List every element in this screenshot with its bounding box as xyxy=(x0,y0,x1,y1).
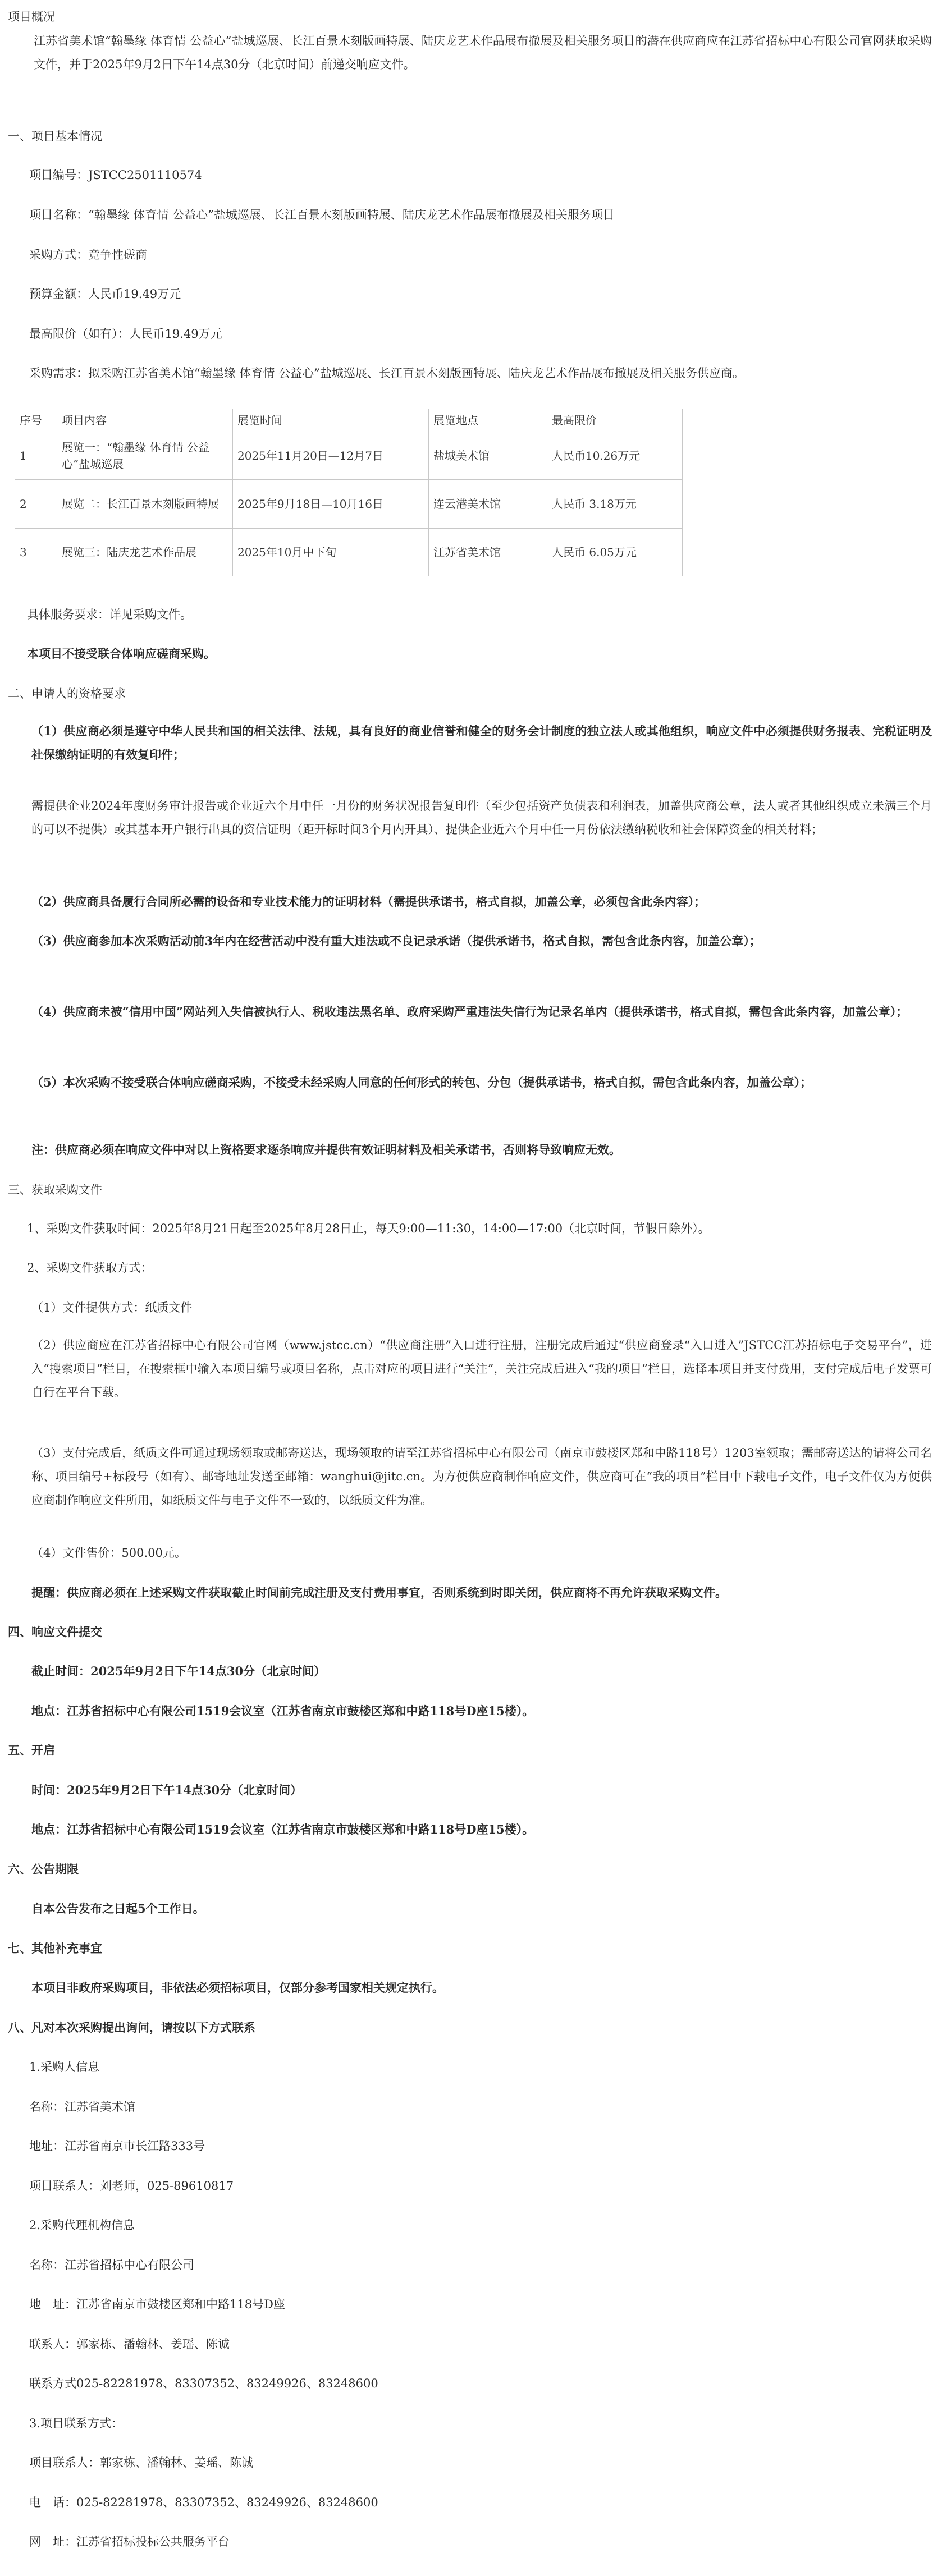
table-cell: 2 xyxy=(15,480,57,529)
project-contact-people: 项目联系人：郭家栋、潘翰林、姜瑶、陈诚 xyxy=(29,2456,253,2469)
table-row xyxy=(15,529,683,576)
opening-time: 时间：2025年9月2日下午14点30分（北京时间） xyxy=(31,1783,303,1797)
purchaser-name: 名称：江苏省美术馆 xyxy=(29,2100,135,2114)
table-header-cell: 最高限价 xyxy=(547,409,683,432)
table-cell: 盐城美术馆 xyxy=(429,432,547,480)
section-6-title: 六、公告期限 xyxy=(8,1862,79,1876)
agency-contact-people: 联系人：郭家栋、潘翰林、姜瑶、陈诚 xyxy=(29,2337,230,2351)
qualification-3: （3）供应商参加本次采购活动前3年内在经营活动中没有重大违法或不良记录承诺（提供承诺书，格式自拟，需包含此条内容，加盖公章）； xyxy=(31,934,761,948)
exhibition-table xyxy=(15,409,683,576)
opening-place: 地点：江苏省招标中心有限公司1519会议室（江苏省南京市鼓楼区郑和中路118号D座15楼）。 xyxy=(31,1822,534,1836)
table-row xyxy=(15,432,683,480)
obtain-method-3: （3）支付完成后，纸质文件可通过现场领取或邮寄送达，现场领取的请至江苏省招标中心有限公司（南京市鼓楼区郑和中路118号）1203室领取；需邮寄送达的请将公司名称、项目编号+标段号（如有）、邮寄地址发送至邮箱：wanghui@jitc.cn。为方便供应商制作响应文件，供应商可在“我的项目”栏目中下载电子文件，电子文件仅为方便供应商制作响应文件所用，如纸质文件与电子文件不一致的，以纸质文件为准。 xyxy=(31,1446,932,1507)
table-cell: 人民币 3.18万元 xyxy=(547,480,683,529)
qualification-4: （4）供应商未被“信用中国”网站列入失信被执行人、税收违法黑名单、政府采购严重违法失信行为记录名单内（提供承诺书，格式自拟，需包含此条内容，加盖公章）； xyxy=(31,1005,908,1019)
procurement-demand: 采购需求：拟采购江苏省美术馆“翰墨缘 体育情 公益心”盐城巡展、长江百景木刻版画特展、陆庆龙艺术作品展布撤展及相关服务供应商。 xyxy=(29,366,744,380)
table-cell: 2025年11月20日—12月7日 xyxy=(233,432,429,480)
project-number: 项目编号：JSTCC2501110574 xyxy=(29,168,202,182)
section-2-title: 二、申请人的资格要求 xyxy=(8,687,126,700)
service-requirements: 具体服务要求：详见采购文件。 xyxy=(27,608,192,621)
obtain-method-title: 2、采购文件获取方式： xyxy=(27,1261,153,1275)
overview-heading: 项目概况 xyxy=(8,10,55,24)
purchaser-info-title: 1.采购人信息 xyxy=(29,2060,100,2074)
project-name: 项目名称：“翰墨缘 体育情 公益心”盐城巡展、长江百景木刻版画特展、陆庆龙艺术作品展布撤展及相关服务项目 xyxy=(29,208,615,222)
table-row xyxy=(15,480,683,529)
table-cell: 江苏省美术馆 xyxy=(429,529,547,576)
table-cell: 人民币 6.05万元 xyxy=(547,529,683,576)
submission-deadline: 截止时间：2025年9月2日下午14点30分（北京时间） xyxy=(31,1664,326,1678)
overview-paragraph: 江苏省美术馆“翰墨缘 体育情 公益心”盐城巡展、长江百景木刻版画特展、陆庆龙艺术作品展布撤展及相关服务项目的潜在供应商应在江苏省招标中心有限公司官网获取采购文件，并于2025年9月2日下午14点30分（北京时间）前递交响应文件。 xyxy=(34,34,932,71)
table-cell: 展览二：长江百景木刻版画特展 xyxy=(57,480,233,529)
section-8-title: 八、凡对本次采购提出询问，请按以下方式联系 xyxy=(8,2020,255,2034)
table-header-cell: 展览地点 xyxy=(429,409,547,432)
qualification-5: （5）本次采购不接受联合体响应磋商采购，不接受未经采购人同意的任何形式的转包、分包（提供承诺书，格式自拟，需包含此条内容，加盖公章）； xyxy=(31,1075,812,1089)
table-cell: 1 xyxy=(15,432,57,480)
submission-place: 地点：江苏省招标中心有限公司1519会议室（江苏省南京市鼓楼区郑和中路118号D座15楼）。 xyxy=(31,1704,534,1718)
table-cell: 2025年9月18日—10月16日 xyxy=(233,480,429,529)
table-cell: 连云港美术馆 xyxy=(429,480,547,529)
purchaser-address: 地址：江苏省南京市长江路333号 xyxy=(29,2139,205,2153)
table-cell: 展览三：陆庆龙艺术作品展 xyxy=(57,529,233,576)
project-contact-title: 3.项目联系方式： xyxy=(29,2417,124,2430)
table-cell: 人民币10.26万元 xyxy=(547,432,683,480)
agency-name: 名称：江苏省招标中心有限公司 xyxy=(29,2258,194,2272)
table-cell: 3 xyxy=(15,529,57,576)
project-contact-phone: 电 话：025-82281978、83307352、83249926、83248600 xyxy=(29,2496,378,2509)
table-cell: 2025年10月中下旬 xyxy=(233,529,429,576)
document-price: （4）文件售价：500.00元。 xyxy=(31,1546,186,1560)
supplementary-note: 本项目非政府采购项目，非依法必须招标项目，仅部分参考国家相关规定执行。 xyxy=(31,1981,444,1995)
announcement-period: 自本公告发布之日起5个工作日。 xyxy=(31,1901,205,1915)
obtain-method-2: （2）供应商应在江苏省招标中心有限公司官网（www.jstcc.cn）“供应商注册”入口进行注册，注册完成后通过“供应商登录“入口进入”JSTCC江苏招标电子交易平台”，进入“搜索项目”栏目，在搜索框中输入本项目编号或项目名称，点击对应的项目进行“关注”，关注完成后进入“我的项目”栏目，选择本项目并支付费用，支付完成后电子发票可自行在平台下载。 xyxy=(31,1339,932,1399)
section-3-title: 三、获取采购文件 xyxy=(8,1183,102,1197)
project-contact-website: 网 址：江苏省招标投标公共服务平台 xyxy=(29,2535,230,2549)
section-5-title: 五、开启 xyxy=(8,1743,55,1757)
agency-phone: 联系方式025-82281978、83307352、83249926、83248600 xyxy=(29,2377,378,2390)
table-header-cell: 展览时间 xyxy=(233,409,429,432)
purchaser-contact: 项目联系人：刘老师，025-89610817 xyxy=(29,2179,234,2193)
table-cell: 展览一：“翰墨缘 体育情 公益心”盐城巡展 xyxy=(57,432,233,480)
qualification-note: 注：供应商必须在响应文件中对以上资格要求逐条响应并提供有效证明材料及相关承诺书，否则将导致响应无效。 xyxy=(31,1143,621,1157)
qualification-1: （1）供应商必须是遵守中华人民共和国的相关法律、法规，具有良好的商业信誉和健全的财务会计制度的独立法人或其他组织，响应文件中必须提供财务报表、完税证明及社保缴纳证明的有效复印件； xyxy=(31,724,932,762)
no-consortium-note: 本项目不接受联合体响应磋商采购。 xyxy=(27,647,216,661)
procurement-method: 采购方式：竞争性磋商 xyxy=(29,248,147,262)
max-price: 最高限价（如有）：人民币19.49万元 xyxy=(29,327,222,341)
table-header-cell: 序号 xyxy=(15,409,57,432)
section-1-title: 一、项目基本情况 xyxy=(8,130,102,143)
agency-address: 地 址：江苏省南京市鼓楼区郑和中路118号D座 xyxy=(29,2298,285,2311)
obtain-reminder: 提醒：供应商必须在上述采购文件获取截止时间前完成注册及支付费用事宜，否则系统到时即关闭，供应商将不再允许获取采购文件。 xyxy=(31,1585,727,1599)
section-7-title: 七、其他补充事宜 xyxy=(8,1941,102,1955)
obtain-time: 1、采购文件获取时间：2025年8月21日起至2025年8月28日止，每天9:00—11:30，14:00—17:00（北京时间，节假日除外）。 xyxy=(27,1222,710,1235)
qualification-2: （2）供应商具备履行合同所必需的设备和专业技术能力的证明材料（需提供承诺书，格式自拟，加盖公章，必须包含此条内容）； xyxy=(31,895,706,909)
table-header-row xyxy=(15,409,683,432)
section-4-title: 四、响应文件提交 xyxy=(8,1625,102,1639)
budget-amount: 预算金额：人民币19.49万元 xyxy=(29,287,181,301)
table-header-cell: 项目内容 xyxy=(57,409,233,432)
qualification-1-detail: 需提供企业2024年度财务审计报告或企业近六个月中任一月份的财务状况报告复印件（至少包括资产负债表和利润表，加盖供应商公章，法人或者其他组织成立未满三个月的可以不提供）或其基本开户银行出具的资信证明（距开标时间3个月内开具）、提供企业近六个月中任一月份依法缴纳税收和社会保障资金的相关材料； xyxy=(31,799,932,836)
agency-info-title: 2.采购代理机构信息 xyxy=(29,2219,135,2232)
obtain-method-1: （1）文件提供方式：纸质文件 xyxy=(31,1301,193,1314)
